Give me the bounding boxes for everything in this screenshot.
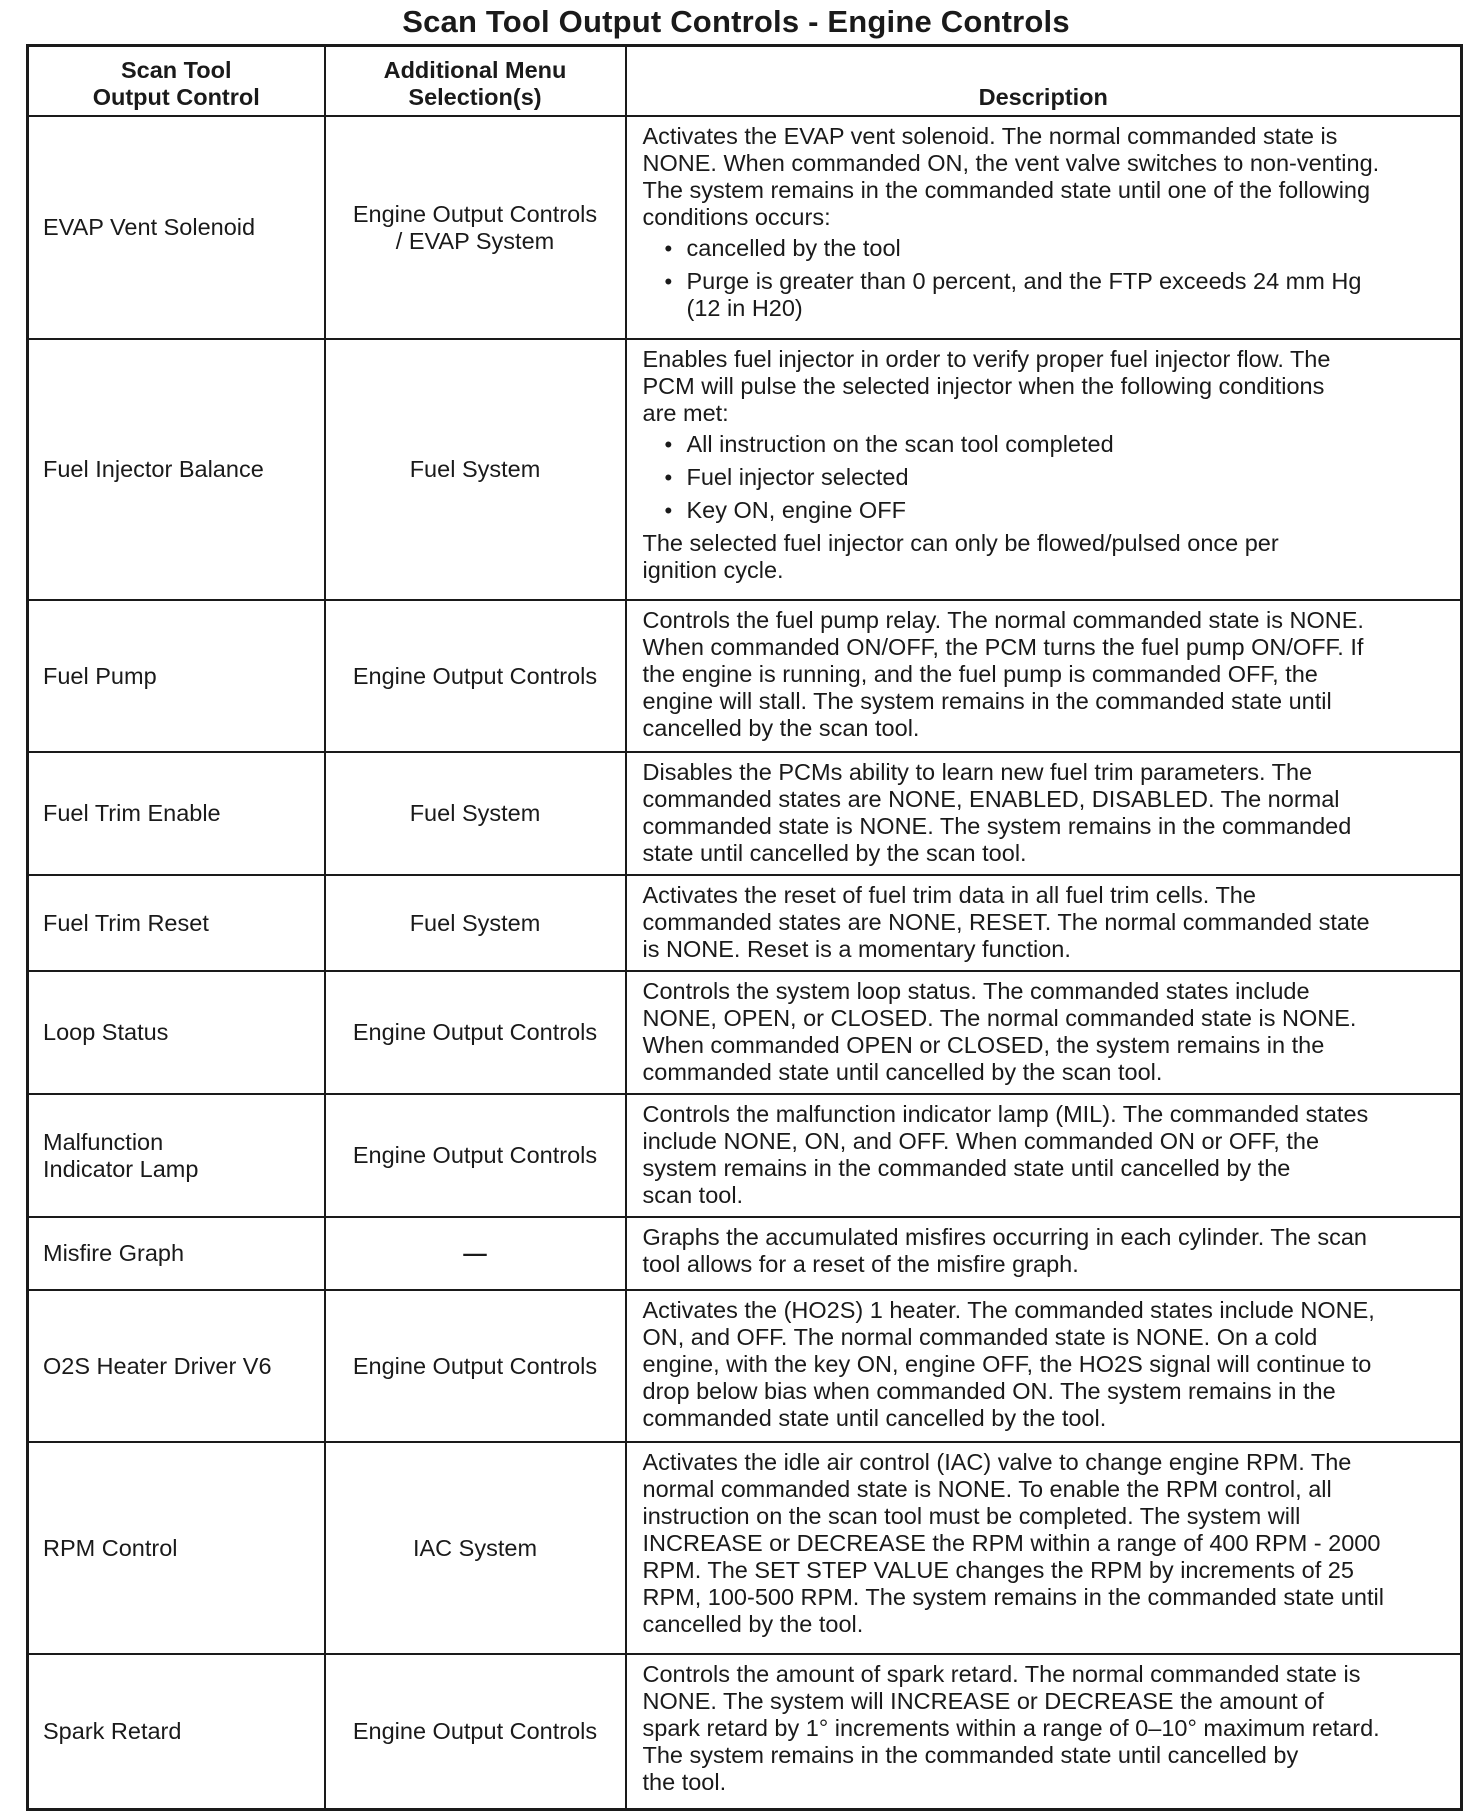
description-line: engine will stall. The system remains in the commanded state until (642, 688, 1332, 714)
description-cell (626, 752, 1462, 875)
menu-selection-label: Engine Output Controls (352, 1019, 598, 1045)
menu-selection-cell (325, 1654, 626, 1809)
output-control-label: Fuel Pump (43, 662, 157, 689)
menu-selection-cell (325, 1290, 626, 1442)
description-line: engine, with the key ON, engine OFF, the HO2S signal will continue to (642, 1351, 1372, 1377)
description-text (643, 1297, 1451, 1432)
description-line: commanded states are NONE, RESET. The normal commanded state (642, 909, 1370, 935)
description-line: PCM will pulse the selected injector when the following conditions (642, 373, 1325, 399)
description-note-line: The selected fuel injector can only be flowed/pulsed once per (642, 530, 1279, 556)
menu-selection-cell (325, 752, 626, 875)
output-control-cell (28, 971, 325, 1094)
output-control-label: O2S Heater Driver V6 (43, 1352, 272, 1379)
description-line: Disables the PCMs ability to learn new fuel trim parameters. The (642, 759, 1313, 785)
description-line: commanded states are NONE, ENABLED, DISABLED. The normal (642, 786, 1340, 812)
menu-selection-cell (325, 600, 626, 752)
table-row (28, 1094, 1462, 1217)
header-output-control: Scan Tool Output Control (28, 46, 325, 117)
table-header (28, 46, 1462, 117)
description-line: the engine is running, and the fuel pump is commanded OFF, the (642, 661, 1318, 687)
table-row (28, 600, 1462, 752)
condition-item (643, 431, 1451, 458)
description-line: commanded state is NONE. The system remains in the commanded (642, 813, 1352, 839)
description-cell (626, 1217, 1462, 1290)
description-line: Enables fuel injector in order to verify proper fuel injector flow. The (642, 346, 1331, 372)
description-line: Activates the reset of fuel trim data in all fuel trim cells. The (642, 882, 1256, 908)
condition-line: • All instruction on the scan tool completed (686, 431, 1114, 457)
description-cell (626, 971, 1462, 1094)
description-line: INCREASE or DECREASE the RPM within a range of 400 RPM - 2000 (642, 1530, 1381, 1556)
condition-list (643, 431, 1451, 524)
output-control-cell (28, 1290, 325, 1442)
description-text (643, 882, 1451, 963)
output-control-cell (28, 600, 325, 752)
description-line: NONE. When commanded ON, the vent valve switches to non-venting. (642, 150, 1380, 176)
description-line: spark retard by 1° increments within a range of 0–10° maximum retard. (642, 1715, 1380, 1741)
menu-selection-cell (325, 1217, 626, 1290)
description-text (643, 607, 1451, 742)
table-row (28, 1442, 1462, 1654)
description-cell (626, 1442, 1462, 1654)
description-text (643, 123, 1451, 231)
description-text (643, 1661, 1451, 1796)
menu-selection-cell (325, 339, 626, 600)
description-line: include NONE, ON, and OFF. When commanded ON or OFF, the (642, 1128, 1320, 1154)
description-text (643, 759, 1451, 867)
description-cell (626, 339, 1462, 600)
description-line: Controls the malfunction indicator lamp (MIL). The commanded states (642, 1101, 1369, 1127)
description-line: conditions occurs: (642, 204, 831, 230)
output-control-cell (28, 1094, 325, 1217)
description-line: cancelled by the scan tool. (642, 715, 920, 741)
description-line: When commanded OPEN or CLOSED, the system remains in the (642, 1032, 1325, 1058)
condition-item (643, 235, 1451, 262)
output-control-cell (28, 752, 325, 875)
menu-selection-label: Engine Output Controls (352, 200, 598, 227)
table-row (28, 1217, 1462, 1290)
output-controls-table (26, 44, 1463, 1811)
menu-selection-cell (325, 116, 626, 339)
condition-line: • Fuel injector selected (686, 464, 909, 490)
description-cell (626, 875, 1462, 971)
header-description: Description (626, 46, 1462, 117)
output-control-label: Fuel Injector Balance (43, 456, 264, 482)
description-line: When commanded ON/OFF, the PCM turns the fuel pump ON/OFF. If (642, 634, 1364, 660)
description-text (643, 978, 1451, 1086)
description-cell (626, 1094, 1462, 1217)
description-line: Controls the system loop status. The commanded states include (642, 978, 1310, 1004)
description-line: The system remains in the commanded state until cancelled by (642, 1742, 1299, 1768)
table-row (28, 1290, 1462, 1442)
menu-selection-label: Engine Output Controls (352, 1717, 598, 1744)
table-row (28, 339, 1462, 600)
menu-selection-label: IAC System (412, 1534, 538, 1561)
description-line: RPM, 100-500 RPM. The system remains in the commanded state until (642, 1584, 1384, 1610)
condition-item (643, 268, 1451, 322)
output-control-label: Loop Status (43, 1019, 169, 1045)
output-control-cell (28, 1442, 325, 1654)
header-menu-selection: Additional Menu Selection(s) (325, 46, 626, 117)
table-body (28, 116, 1462, 1809)
table-row (28, 1654, 1462, 1809)
condition-item (643, 464, 1451, 491)
description-line: RPM. The SET STEP VALUE changes the RPM by increments of 25 (642, 1557, 1354, 1583)
menu-selection-cell (325, 1094, 626, 1217)
description-line: instruction on the scan tool must be completed. The system will (642, 1503, 1301, 1529)
description-line: The system remains in the commanded state until one of the following (642, 177, 1371, 203)
description-cell (626, 600, 1462, 752)
output-control-label: Fuel Trim Enable (43, 800, 221, 826)
description-line: Graphs the accumulated misfires occurring in each cylinder. The scan (642, 1224, 1367, 1250)
description-line: system remains in the commanded state until cancelled by the (642, 1155, 1291, 1181)
menu-selection-label: — (463, 1240, 487, 1266)
description-text (643, 346, 1451, 427)
menu-selection-cell (325, 1442, 626, 1654)
condition-list (643, 235, 1451, 322)
description-note (643, 530, 1451, 584)
condition-line: • Key ON, engine OFF (686, 497, 906, 523)
output-control-label: Fuel Trim Reset (43, 909, 209, 936)
table-row (28, 875, 1462, 971)
description-line: ON, and OFF. The normal commanded state is NONE. On a cold (642, 1324, 1318, 1350)
menu-selection-label: Fuel System (409, 456, 541, 482)
description-line: Activates the EVAP vent solenoid. The normal commanded state is (642, 123, 1338, 149)
page-title: Scan Tool Output Controls - Engine Controls (402, 4, 1070, 39)
output-control-cell (28, 1654, 325, 1809)
description-line: commanded state until cancelled by the tool. (642, 1405, 1107, 1431)
menu-selection-cell (325, 875, 626, 971)
table-row (28, 752, 1462, 875)
description-line: the tool. (642, 1769, 727, 1795)
table-row (28, 971, 1462, 1094)
description-line: scan tool. (642, 1182, 744, 1208)
description-cell (626, 1290, 1462, 1442)
output-control-label: EVAP Vent Solenoid (43, 214, 256, 240)
description-text (643, 1224, 1451, 1278)
condition-item (643, 497, 1451, 524)
condition-line: • cancelled by the tool (686, 235, 901, 261)
menu-selection-label: Fuel System (409, 909, 541, 936)
description-note-line: ignition cycle. (642, 557, 784, 583)
description-text (643, 1101, 1451, 1209)
menu-selection-label: Engine Output Controls (352, 662, 598, 689)
menu-selection-label: Engine Output Controls (352, 1142, 598, 1168)
output-control-cell (28, 339, 325, 600)
output-control-cell (28, 116, 325, 339)
description-text (643, 1449, 1451, 1638)
output-control-label: Misfire Graph (43, 1240, 185, 1266)
description-cell (626, 1654, 1462, 1809)
description-line: Activates the idle air control (IAC) valve to change engine RPM. The (642, 1449, 1352, 1475)
description-line: Controls the fuel pump relay. The normal commanded state is NONE. (642, 607, 1364, 633)
description-line: Controls the amount of spark retard. The normal commanded state is (642, 1661, 1361, 1687)
output-control-cell (28, 875, 325, 971)
menu-selection-label: / EVAP System (395, 227, 555, 254)
description-line: state until cancelled by the scan tool. (642, 840, 1027, 866)
condition-line: (12 in H20) (686, 295, 803, 321)
output-control-cell (28, 1217, 325, 1290)
description-line: cancelled by the tool. (642, 1611, 864, 1637)
output-control-label: Malfunction (43, 1128, 164, 1155)
description-line: normal commanded state is NONE. To enable the RPM control, all (642, 1476, 1332, 1502)
menu-selection-label: Engine Output Controls (352, 1352, 598, 1379)
description-line: are met: (642, 400, 729, 426)
table-row (28, 116, 1462, 339)
output-control-label: Indicator Lamp (43, 1155, 199, 1182)
output-control-label: RPM Control (43, 1534, 178, 1561)
description-line: commanded state until cancelled by the scan tool. (642, 1059, 1163, 1085)
output-control-label: Spark Retard (43, 1717, 182, 1744)
description-line: is NONE. Reset is a momentary function. (642, 936, 1071, 962)
menu-selection-cell (325, 971, 626, 1094)
description-line: drop below bias when commanded ON. The system remains in the (642, 1378, 1336, 1404)
menu-selection-label: Fuel System (409, 800, 541, 826)
description-line: NONE, OPEN, or CLOSED. The normal commanded state is NONE. (642, 1005, 1357, 1031)
description-cell (626, 116, 1462, 339)
condition-line: • Purge is greater than 0 percent, and the FTP exceeds 24 mm Hg (686, 268, 1362, 294)
description-line: tool allows for a reset of the misfire graph. (642, 1251, 1079, 1277)
description-line: NONE. The system will INCREASE or DECREASE the amount of (642, 1688, 1324, 1714)
description-line: Activates the (HO2S) 1 heater. The commanded states include NONE, (642, 1297, 1375, 1323)
